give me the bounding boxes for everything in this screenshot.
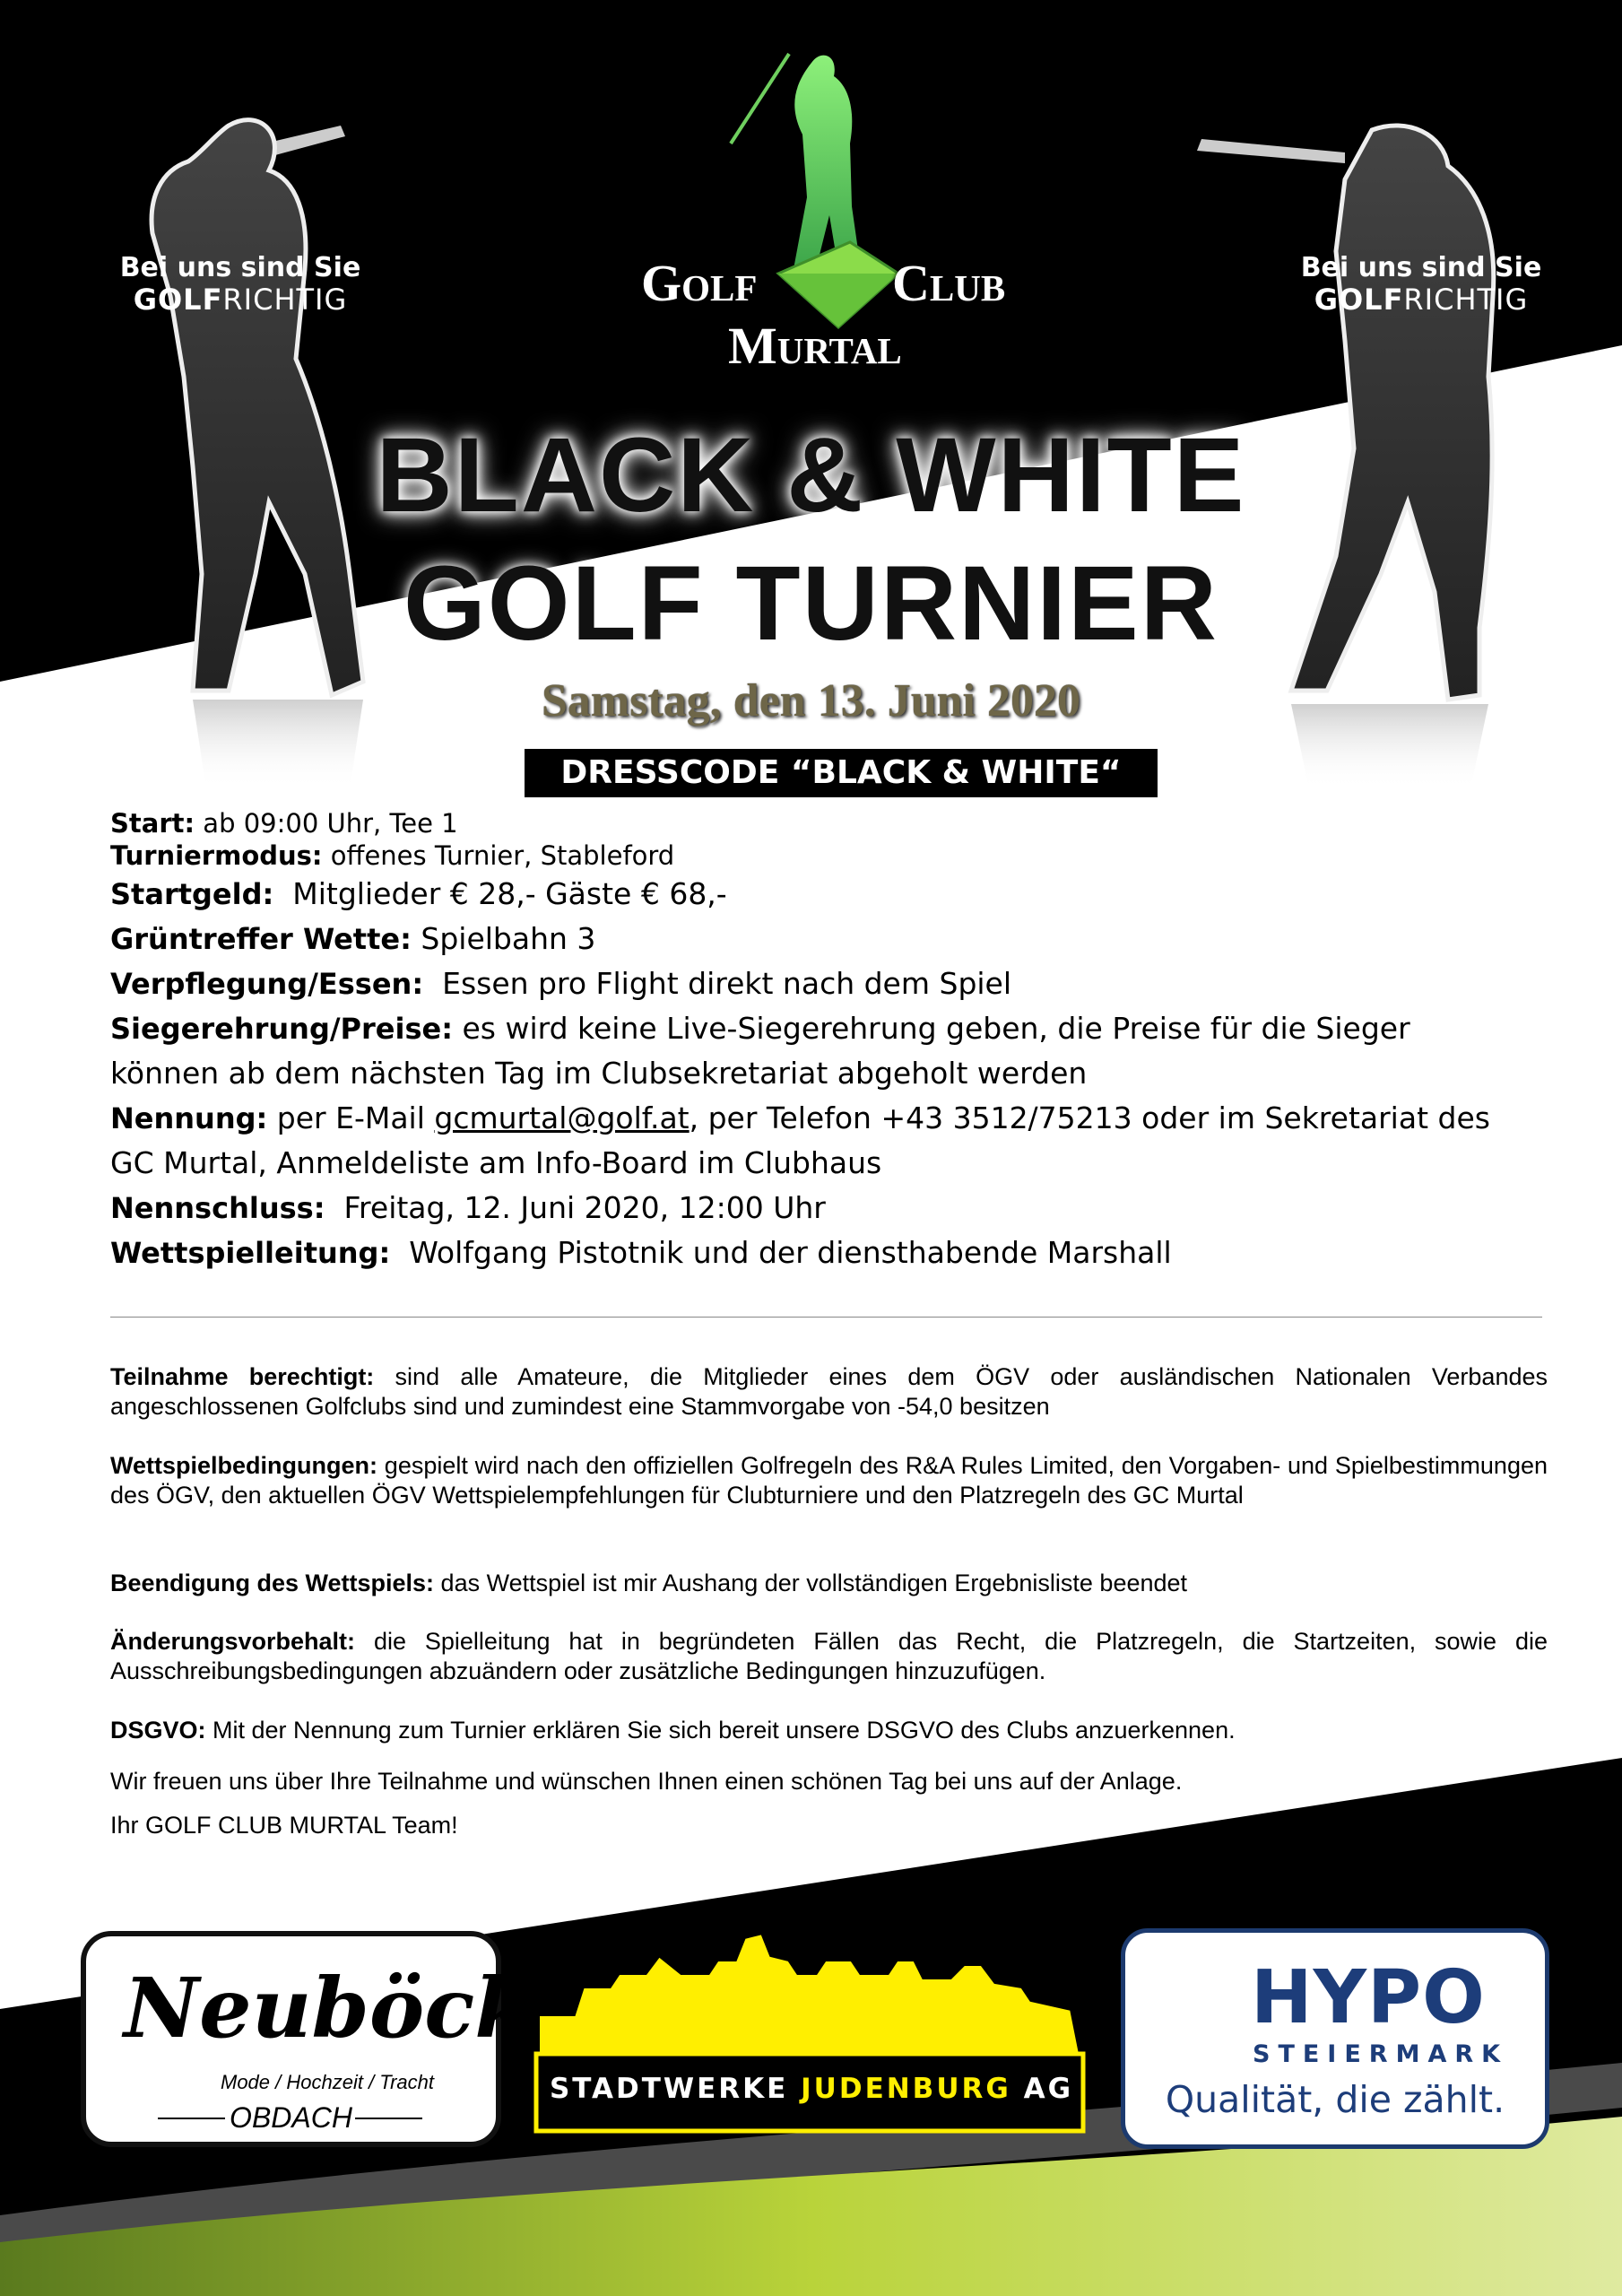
info-nennung: Nennung: per E-Mail gcmurtal@golf.at, per Telefon +43 3512/75213 oder im Sekretariat des GC Murtal, Anmeldeliste am Info-Board im Clubhaus xyxy=(110,1100,1490,1180)
club-word-golf: Golf xyxy=(641,254,758,312)
sponsor-neuboeck[interactable] xyxy=(81,1931,532,2147)
info-nennschluss: Nennschluss: Freitag, 12. Juni 2020, 12:00 Uhr xyxy=(110,1190,826,1225)
email-link[interactable]: gcmurtal@golf.at xyxy=(434,1100,690,1135)
slogan-right xyxy=(1287,253,1556,316)
slogan-line1: Bei uns sind Sie xyxy=(119,252,361,283)
club-word-club: Club xyxy=(892,254,1006,312)
slogan-line2: GOLFRICHTIG xyxy=(1314,283,1529,317)
neuboeck-name: Neuböck xyxy=(124,1960,532,2057)
dresscode-banner: DRESSCODE “BLACK & WHITE“ xyxy=(525,749,1158,797)
info-startgeld: Startgeld: Mitglieder € 28,- Gäste € 68,- xyxy=(110,876,727,911)
event-date: Samstag, den 13. Juni 2020 xyxy=(542,675,1080,726)
info-leitung: Wettspielleitung: Wolfgang Pistotnik und der diensthabende Marshall xyxy=(110,1235,1172,1270)
closing-line2: Ihr GOLF CLUB MURTAL Team! xyxy=(110,1812,458,1839)
info-start: Start: ab 09:00 Uhr, Tee 1 xyxy=(110,808,458,839)
rule-teilnahme: Teilnahme berechtigt: sind alle Amateure, die Mitglieder eines dem ÖGV oder ausländischen Nationalen Verbandes angeschlossenen Golfclubs sind und zumindest eine Stammvorgabe von -54,0 besitzen xyxy=(110,1363,1548,1420)
hypo-name: HYPO xyxy=(1251,1955,1486,2040)
info-essen: Verpflegung/Essen: Essen pro Flight direkt nach dem Spiel xyxy=(110,966,1012,1001)
stadtwerke-label: STADTWERKE JUDENBURG AG xyxy=(549,2073,1074,2105)
title-line1: BLACK & WHITE xyxy=(376,416,1246,535)
hypo-claim: Qualität, die zählt. xyxy=(1165,2078,1505,2121)
slogan-left xyxy=(106,253,375,316)
slogan-line2: GOLFRICHTIG xyxy=(133,283,348,317)
rule-beendigung: Beendigung des Wettspiels: das Wettspiel ist mir Aushang der vollständigen Ergebnisliste beendet xyxy=(110,1570,1188,1596)
info-wette: Grüntreffer Wette: Spielbahn 3 xyxy=(110,921,596,956)
sponsor-stadtwerke[interactable] xyxy=(529,1952,1094,2140)
closing-line1: Wir freuen uns über Ihre Teilnahme und wünschen Ihnen einen schönen Tag bei uns auf der Anlage. xyxy=(110,1768,1183,1795)
club-word-murtal: Murtal xyxy=(728,317,902,375)
info-preise: Siegerehrung/Preise: es wird keine Live-Siegerehrung geben, die Preise für die Sieger können ab dem nächsten Tag im Clubsekretariat abgeholt werden xyxy=(110,1011,1410,1091)
rule-aenderung: Änderungsvorbehalt: die Spielleitung hat in begründeten Fällen das Recht, die Platzregeln, die Startzeiten, sowie die Ausschreibungsbedingungen abzuändern oder zusätzliche Bedingungen hinzuzufügen. xyxy=(110,1628,1548,1684)
info-block xyxy=(110,807,1509,1275)
sponsor-hypo[interactable] xyxy=(1121,1928,1549,2149)
hypo-sub: STEIERMARK xyxy=(1253,2040,1509,2068)
slogan-line1: Bei uns sind Sie xyxy=(1300,252,1542,283)
rule-dsgvo: DSGVO: Mit der Nennung zum Turnier erklären Sie sich bereit unsere DSGVO des Clubs anzuerkennen. xyxy=(110,1717,1236,1744)
neuboeck-place: OBDACH xyxy=(230,2101,352,2134)
info-modus: Turniermodus: offenes Turnier, Stableford xyxy=(110,840,675,871)
rule-bedingungen: Wettspielbedingungen: gespielt wird nach den offiziellen Golfregeln des R&A Rules Limited, den Vorgaben- und Spielbestimmungen des ÖGV, den aktuellen ÖGV Wettspielempfehlungen für Clubturniere und den Platzregeln des GC Murtal xyxy=(110,1452,1548,1509)
divider xyxy=(110,1317,1542,1318)
title-line2: GOLF TURNIER xyxy=(403,544,1219,663)
neuboeck-sub: Mode / Hochzeit / Tracht xyxy=(221,2071,435,2093)
